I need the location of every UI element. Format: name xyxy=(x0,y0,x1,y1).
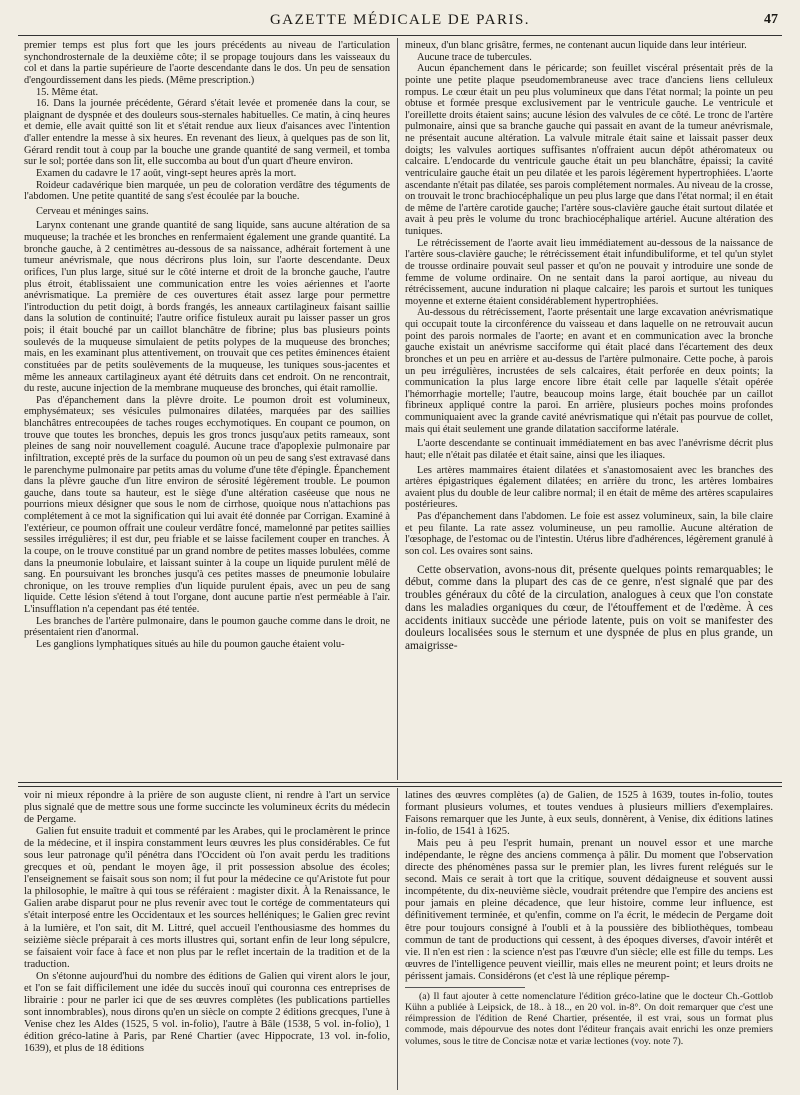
paragraph: Le rétrécissement de l'aorte avait lieu immédiatement au-dessous de la naissance de l'artère sous-clavière gauche; le rétrécissement était infundibuliforme, et tel qu'un stylet de trousse ordinaire pouvait seul passer et qu'on ne pouvait y introduire une sonde de femme de volume ordinaire. On ne sentait dans la paroi aortique, au niveau du rétrécissement, aucune induration ni plaque calcaire; les parois et surtout les tuniques moyenne et externe étaient considérablement hypertrophiées. xyxy=(405,237,773,307)
paragraph: premier temps est plus fort que les jours précédents au niveau de l'articulation synchondrosternale de la deuxième côte; il se propage toujours dans les vaisseaux du col et dans la partie supérieure de l'aorte descendante dans le dos. Un peu de sensation d'engourdissement dans les pieds. (Même prescription.) xyxy=(24,40,390,86)
paragraph: Mais peu à peu l'esprit humain, prenant un nouvel essor et une marche indépendante, le règne des anciens commença à pâlir. Du moment que l'observation directe des phénomènes passa sur le premier plan, les livres furent relégués sur le second. Mais ce serait à tort que la critique, souvent dédaigneuse et souvent aussi incompétente, du dix-neuvième siècle, voudrait prétendre que l'empire des anciens est pour jamais en pleine décadence, que leur histoire, comme leur influence, est définitivement terminée, et qu'enfin, comme on l'a écrit, le médecin de Pergame doit être pour toujours consigné à l'oubli et à la poussière des bibliothèques, tombeau commun de tant de productions qui cessent, à des époques diverses, d'avoir intérêt et vie. Il n'en est rien : la science n'est pas l'œuvre d'un siècle; elle est fille du temps. Les œuvres de l'intelligence peuvent vieillir, mais elles ne meurent point; et leurs droits ne périssent jamais. Considérons (et c'est là une réplique péremp- xyxy=(405,838,773,982)
footnote xyxy=(405,991,773,1047)
paragraph: 16. Dans la journée précédente, Gérard s'était levée et promenée dans la cour, se plaignant de dyspnée et des douleurs sous-sternales habituelles. Ce matin, à cinq heures et demie, elle avait quitté son lit et s'était rendue aux lieux d'aisances avec l'intention d'aller entendre la messe à six heures. En revenant des lieux, à quelques pas de son lit, Gérard rendit tout à coup par la bouche une grande quantité de sang vermeil, et tomba sur le sol; portée dans son lit, elle succomba au bout d'un quart d'heure environ. xyxy=(24,98,390,168)
paragraph: latines des œuvres complètes (a) de Galien, de 1525 à 1639, toutes in-folio, toutes formant plusieurs volumes, et toutes vendues à plusieurs milliers d'exemplaires. Faisons remarquer que les Junte, à eux seuls, donnèrent, à Venise, dix éditions latines in-folio, de 1541 à 1625. xyxy=(405,790,773,838)
paragraph: Aucun épanchement dans le péricarde; son feuillet viscéral présentait près de la pointe une petite plaque pseudomembraneuse avec trace d'anciens liens celluleux rompus. Le cœur était un peu plus volumineux que dans l'état normal; la pointe un peu obtuse et formée presque exclusivement par le ventricule gauche. Le ventricule et l'oreillette droits étaient sains; aucune lésion des valvules de ce côté. Le tronc de l'artère pulmonaire, ainsi que sa branche gauche qui passait en avant de la tumeur anévrismale, ne présentait aucune altération. La valvule mitrale était saine et laissait passer deux doigts; les valvules aortiques suffisantes n'offraient aucun dépôt athéromateux ou calcaire. L'endocarde du ventricule gauche était un peu blanchâtre, épaissi; la cavité ventriculaire gauche était un peu dilatée et les parois légèrement hypertrophiées. L'aorte ascendante n'était pas dilatée, ses parois complétement normales. Au niveau de la crosse, on trouvait le tronc brachiocéphalique un peu plus large que dans l'état normal; il en était de même de l'artère carotide gauche; l'artère sous-clavière gauche était surtout dilatée et avait à peu près le volume du tronc brachiocéphalique artériel. Aucune altération des tuniques. xyxy=(405,63,773,237)
page-number: 47 xyxy=(764,12,778,27)
section-separator xyxy=(18,782,782,787)
paragraph: Les artères mammaires étaient dilatées et s'anastomosaient avec les branches des artères épigastriques également dilatées; en arrière du tronc, les artères lombaires avaient plus du double de leur calibre normal; il en était de même des artères scapulaires postérieures. xyxy=(405,464,773,511)
paragraph: Aucune trace de tubercules. xyxy=(417,51,532,63)
column-divider xyxy=(397,38,398,780)
paragraph: Pas d'épanchement dans la plèvre droite. Le poumon droit est volumineux, emphysémateux; ses vésicules pulmonaires dilatées, marquées par des saillies blanchâtres entrecoupées de taches rouges ecchymotiques. En coupant ce poumon, on trouve que toutes les bronches, depuis les gros troncs jusqu'aux petits rameaux, sont pleines de sang noir nouvellement coagulé. Aucune trace d'apoplexie pulmonaire par infiltration, excepté près de la surface du poumon où un peu de sang s'est extravasé dans le parenchyme pulmonaire par petits amas du volume d'une tête d'épingle. Épanchement dans la plèvre gauche d'un litre environ de sérosité légèrement trouble. Le poumon gauche, dans toute sa hauteur, est le siège d'une altération caséeuse que nous ne pourrions mieux désigner que sous le nom de cirrhose, quoique nous n'attachions pas complétement à ce mot la signification qui lui avait été donnée par Corrigan. Examiné à l'extérieur, ce poumon offrait une couleur verdâtre foncé, mamelonné par petites saillies sessiles irrégulières; il est dur, peu friable et se laisse facilement couper en tranches. À la coupe, on le trouve constitué par un grand nombre de petites masses lobulées, comme dans la pneumonie lobulaire, et laissant suinter à la coupe un liquide purulent mêlé de sang. En poursuivant les bronches jusqu'à ces petites masses de pneumonie lobulaire chronique, on les trouve remplies d'un liquide purulent épais, avec un peu de sang liquide. Cette lésion s'étend à tout l'organe, dont aucune partie n'est perméable à l'air. L'insufflation n'a cependant pas été tentée. xyxy=(24,394,390,615)
paragraph: mineux, d'un blanc grisâtre, fermes, ne contenant aucun liquide dans leur intérieur. xyxy=(405,40,747,51)
top-left-column xyxy=(24,40,390,775)
paragraph: Examen du cadavre le 17 août, vingt-sept heures après la mort. xyxy=(36,167,297,179)
bottom-left-column xyxy=(24,790,390,1090)
paragraph: Les ganglions lymphatiques situés au hile du poumon gauche étaient volu- xyxy=(36,638,345,650)
paragraph: Les branches de l'artère pulmonaire, dans le poumon gauche comme dans le droit, ne présentaient rien d'anormal. xyxy=(24,615,390,639)
top-right-column xyxy=(405,40,773,775)
paragraph: voir ni mieux répondre à la prière de son auguste client, ni rendre à l'art un service plus signalé que de mettre sous une forme succincte les volumineux écrits du médecin de Pergame. xyxy=(24,790,390,826)
paragraph: L'aorte descendante se continuait immédiatement en bas avec l'anévrisme décrit plus haut; elle n'était pas dilatée et était saine, ainsi que les iliaques. xyxy=(405,438,773,461)
column-divider xyxy=(397,788,398,1090)
paragraph: Cerveau et méninges sains. xyxy=(36,205,149,217)
paragraph: Au-dessous du rétrécissement, l'aorte présentait une large excavation anévrismatique qui occupait toute la circonférence du vaisseau et dans laquelle on ne retrouvait aucun point des parois normales de l'aorte; en avant et en communication avec la bronche gauche existait un anévrisme sacciforme qui était placé dans l'écartement des deux bronches et un peu en arrière et au-dessus de l'artère pulmonaire. Cette poche, à parois un peu irrégulières, incrustées de sels calcaires, était perforée en deux points; la communication la plus large encore libre était celle par laquelle s'était opérée l'hémorrhagie mortelle; l'autre, beaucoup moins large, était bouchée par un caillot fibrineux appliqué contre la paroi. En arrière, plusieurs poches moins profondes communiquaient avec la grande cavité anévrismatique qui n'était pas pourvue de collet, mais qui était seulement une grande dilatation sacciforme latérale. xyxy=(405,307,773,435)
paragraph: Larynx contenant une grande quantité de sang liquide, sans aucune altération de sa muqueuse; la trachée et les bronches en renfermaient également une grande quantité. La bronche gauche, à 2 centimètres au-dessous de sa naissance, adhérait fortement à une tumeur anévrismale, que nous décrirons plus loin, sur l'aorte descendante. Deux orifices, l'un plus large, situé sur le côté interne et droit de la bronche gauche, l'autre plus étroit, établissaient une communication entre les voies aériennes et l'aorte anévrismatique. La première de ces ouvertures était assez large pour permettre l'introduction du petit doigt, à bords frangés, les anneaux cartilagineux faisant saillie dans la solution de continuité; l'autre orifice fistuleux aurait pu laisser passer un gros pois; il était bouché par un caillot blanchâtre de fibrine; plus bas plusieurs points soulevés de la muqueuse simulaient de petits polypes de la muqueuse des bronches; mais, en les examinant plus attentivement, on trouvait que ces petites éminences étaient constituées par de petits soulèvements de la muqueuse, les tuniques sous-jacentes et même les anneaux cartilagineux ayant été détruits dans cet endroit. On ne rencontrait, du reste, aucune injection de la membrane muqueuse des bronches, qui était ramollie. xyxy=(24,220,390,395)
header-rule xyxy=(18,35,782,36)
paragraph: 15. Même état. xyxy=(36,86,99,98)
footnote-text: (a) Il faut ajouter à cette nomenclature l'édition gréco-latine que le docteur Ch.-Gottlob Kühn a publiée à Leipsick, de 18.. à 18.., en 20 vol. in-8°. On doit remarquer que c'est une réimpression de l'édition de René Chartier, présentée, il est vrai, sous un format plus commode, mais dépourvue des notes dont l'éditeur français avait enrichi les onze premiers volumes, sous le titre de Concisæ notæ et variæ lectiones (voy. note 7). xyxy=(405,990,773,1047)
paragraph: Galien fut ensuite traduit et commenté par les Arabes, qui le proclamèrent le prince de la médecine, et il inspira constamment leurs œuvres les plus considérables. Ce fut sous leur patronage qu'il pénétra dans l'Occident où l'on avait perdu les traditions grecques et où, pendant le moyen âge, il prit possession absolue des écoles; l'enseignement se faisait sous son nom; il fut pour la médecine ce qu'Aristote fut pour la philosophie, le maître à qui tous se référaient : magister dixit. À la Renaissance, le Galien arabe disparut pour ne plus revenir avec tout le cortége de commentateurs qui s'était interposé entre les Occidentaux et les sources helléniques; le Galien grec revint à la lumière, et l'on sait, dit M. Littré, quel accueil l'enthousiasme des hommes du seizième siècle préparait à ces morts illustres qui, sortant enfin de leur long sépulcre, se faisaient voir face à face et non plus par le reflet incertain de la tradition et de la traduction. xyxy=(24,826,390,970)
bottom-right-column xyxy=(405,790,773,1090)
paragraph: Cette observation, avons-nous dit, présente quelques points remarquables; le début, comme dans la plupart des cas de ce genre, n'est signalé que par des troubles généraux du côté de la circulation, analogues à ceux que l'on constate dans les maladies organiques du cœur, de l'étouffement et de l'œdème. À ces accidents initiaux succède une période latente, puis on voit se manifester des douleurs localisées sous le sternum et une dyspnée de plus en plus grande, un amaigrisse- xyxy=(405,563,773,653)
footnote-rule xyxy=(405,987,525,988)
paragraph: Pas d'épanchement dans l'abdomen. Le foie est assez volumineux, sain, la bile claire et peu filante. La rate assez volumineuse, un peu ramollie. Aucune altération de l'œsophage, de l'estomac ou de l'intestin. Utérus libre d'adhérences, légèrement granulé à son col. Les ovaires sont sains. xyxy=(405,511,773,557)
page-header xyxy=(18,10,782,32)
journal-title: GAZETTE MÉDICALE DE PARIS. xyxy=(269,12,531,28)
paragraph: On s'étonne aujourd'hui du nombre des éditions de Galien qui virent alors le jour, et l'on se fait difficilement une idée du succès inouï qui couronna ces entreprises de librairie : pour ne parler ici que de ses œuvres complètes (les publications partielles sont innombrables), nous dirons qu'en un siècle on compte 2 éditions grecques, l'une à Venise chez les Aldes (1525, 5 vol. in-folio), l'autre à Bâle (1538, 5 vol. in-folio), 1 édition gréco-latine à Paris, par René Chartier (avec Hippocrate, 13 vol. in-folio, 1639), et plus de 18 éditions xyxy=(24,970,390,1054)
paragraph: Roideur cadavérique bien marquée, un peu de coloration verdâtre des téguments de l'abdomen. Une petite quantité de sang s'est écoulée par la bouche. xyxy=(24,179,390,203)
